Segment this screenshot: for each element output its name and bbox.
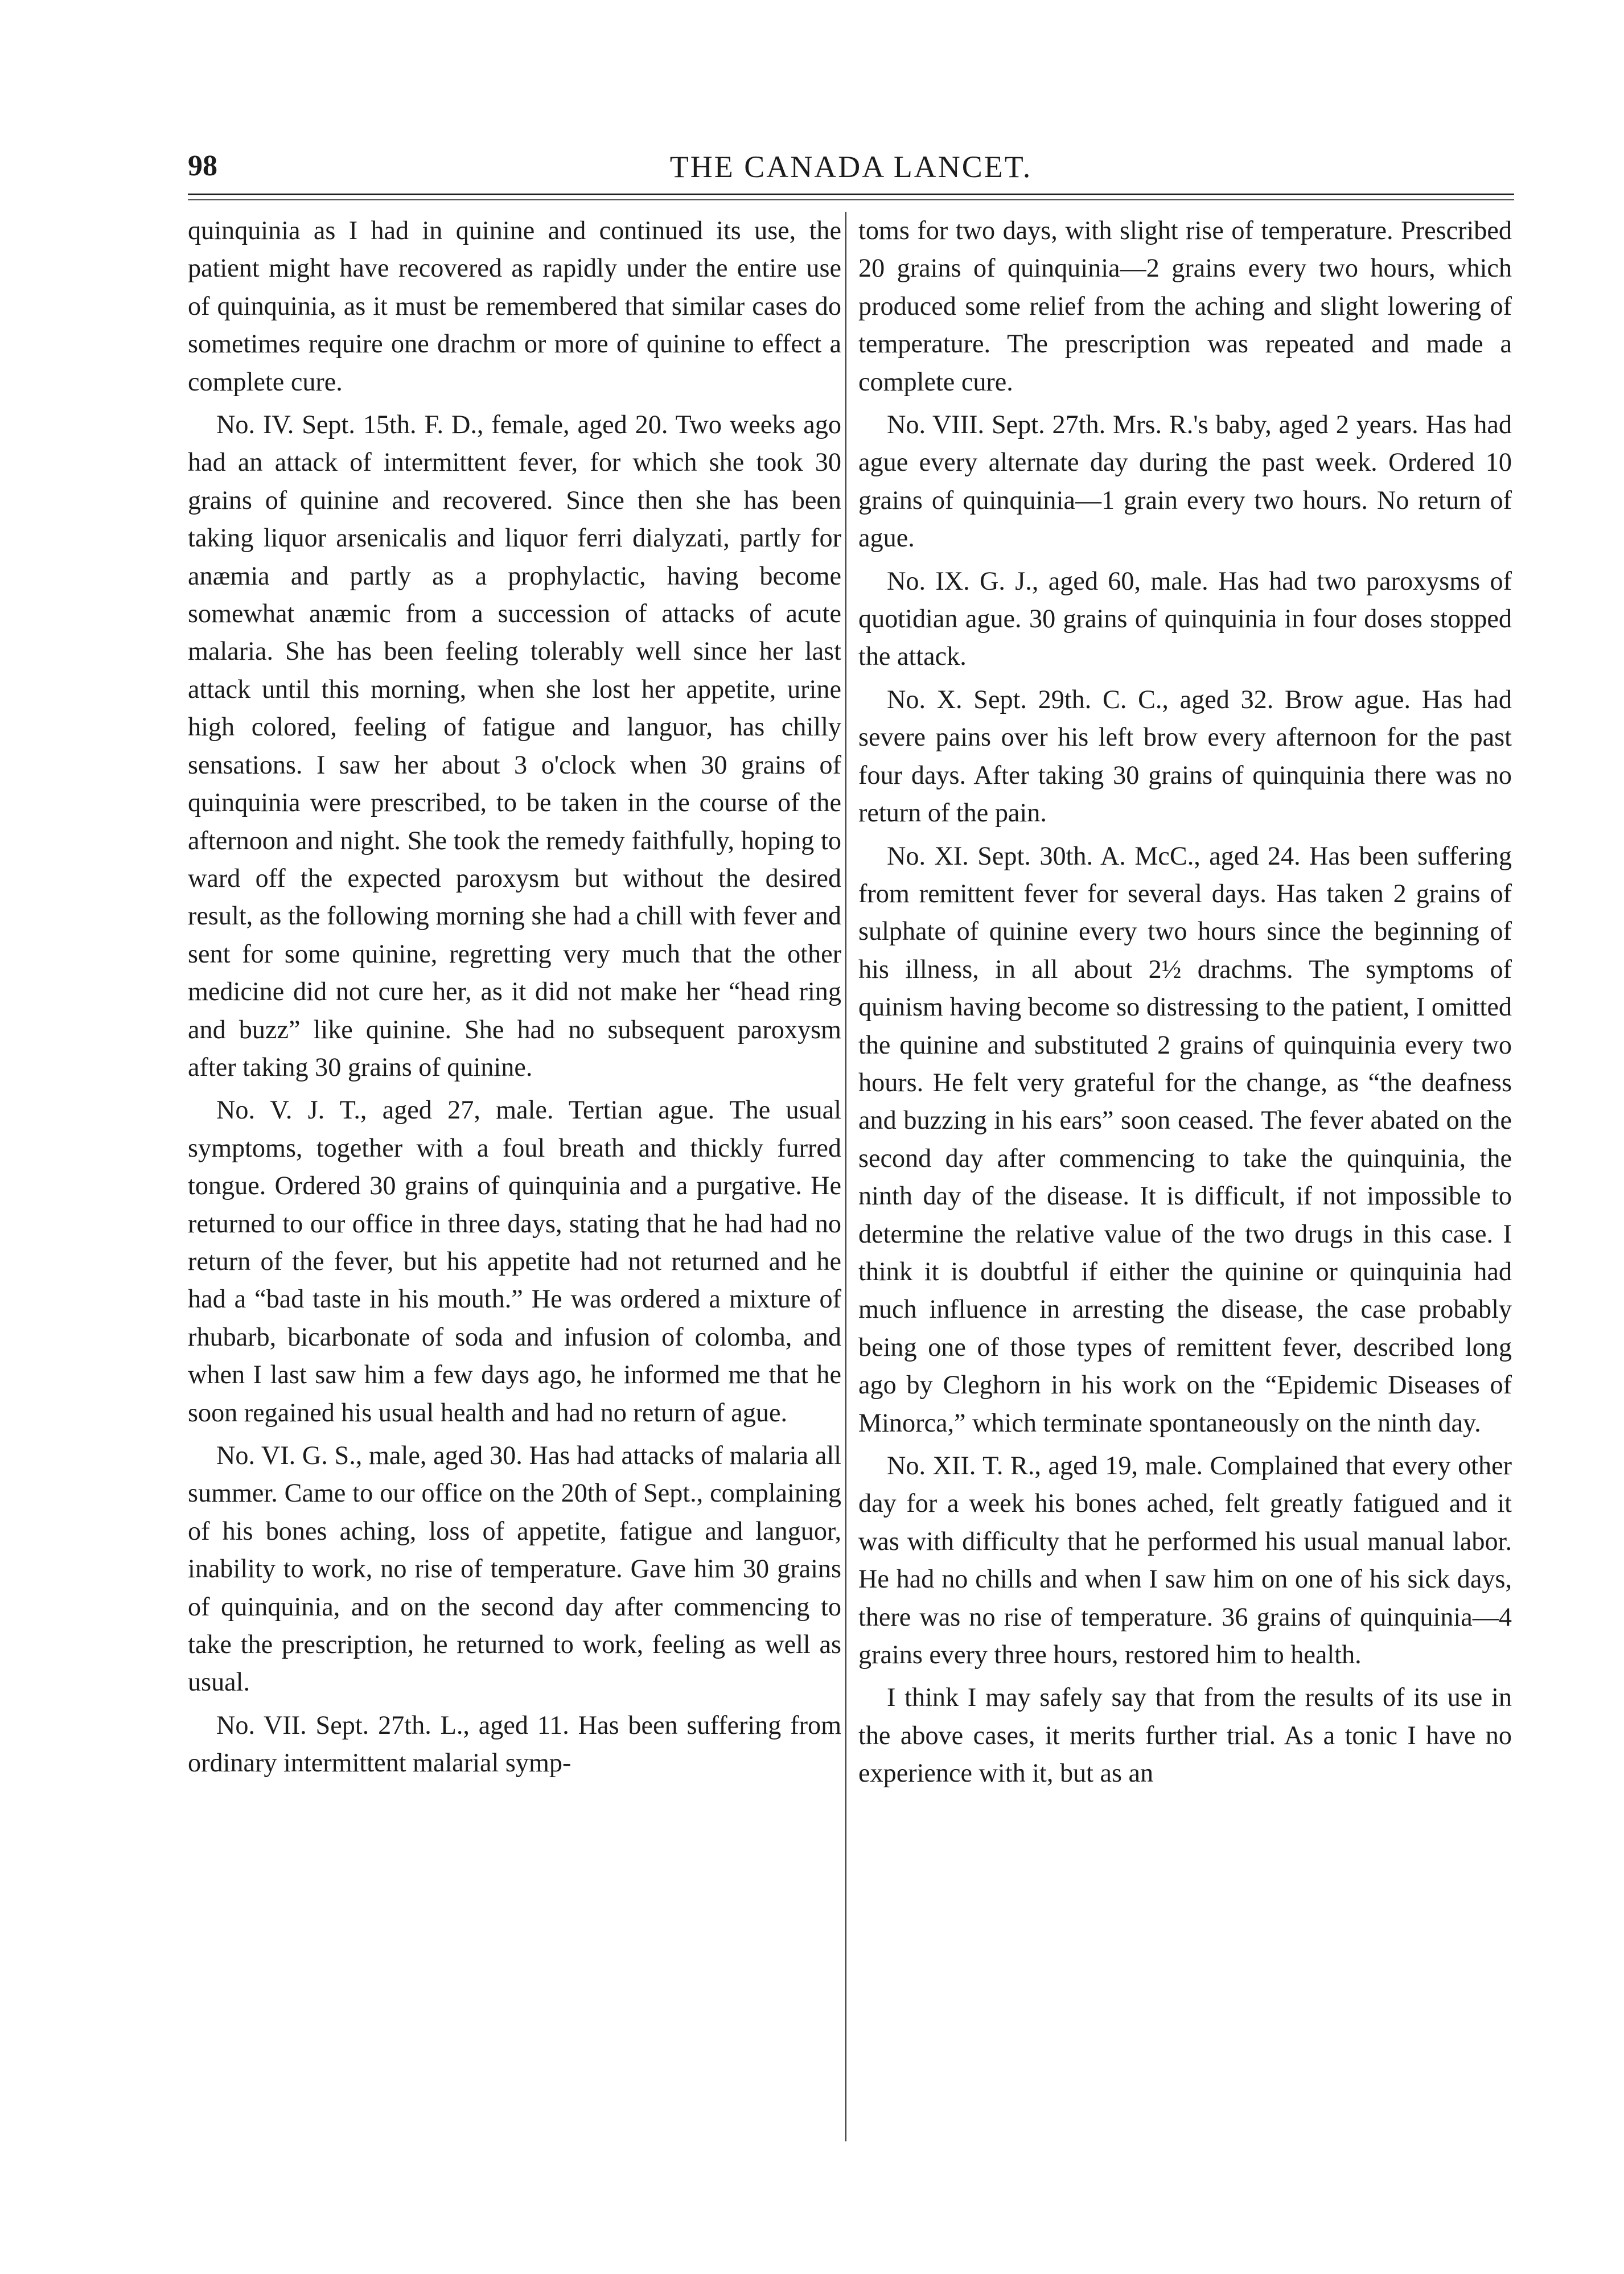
case-iv-paragraph: No. IV. Sept. 15th. F. D., female, aged 20. Two weeks ago had an attack of intermittent fever, for which she took 30 grains of quinine and recovered. Since then she has been taking liquor arsenicalis and liquor ferri dialyzati, partly for anæmia and partly as a prophylactic, having become somewhat anæmic from a succession of attacks of acute malaria. She has been feeling tolerably well since her last attack until this morning, when she lost her appetite, urine high colored, feeling of fatigue and languor, has chilly sensations. I saw her about 3 o'clock when 30 grains of quinquinia were prescribed, to be taken in the course of the afternoon and night. She took the remedy faithfully, hoping to ward off the expected paroxysm but without the desired result, as the following morning she had a chill with fever and sent for some quinine, regretting very much that the other medicine did not cure her, as it did not make her “head ring and buzz” like quinine. She had no subsequent paroxysm after taking 30 grains of quinine. [188,410,841,1082]
header-rule [188,194,1514,195]
conclusion-paragraph: I think I may safely say that from the results of its use in the above cases, it merits further trial. As a tonic I have no experience with it, but as an [858,1683,1512,1788]
case-vii-continuation: toms for two days, with slight rise of temperature. Prescribed 20 grains of quinquinia—2 grains every two hours, which produced some relief from the aching and slight lowering of temperature. The prescription was repeated and made a complete cure. [858,216,1512,396]
case-viii-paragraph: No. VIII. Sept. 27th. Mrs. R.'s baby, aged 2 years. Has had ague every alternate day during the past week. Ordered 10 grains of quinquinia—1 grain every two hours. No return of ague. [858,410,1512,553]
left-column [188,212,841,1787]
header-rule-secondary [188,199,1514,200]
case-x-paragraph: No. X. Sept. 29th. C. C., aged 32. Brow ague. Has had severe pains over his left brow every afternoon for the past four days. After taking 30 grains of quinquinia there was no return of the pain. [858,684,1512,828]
right-column [858,212,1512,1798]
running-title: THE CANADA LANCET. [669,150,1033,184]
case-ix-paragraph: No. IX. G. J., aged 60, male. Has had two paroxysms of quotidian ague. 30 grains of quinquinia in four doses stopped the attack. [858,566,1512,671]
case-xi-paragraph: No. XI. Sept. 30th. A. McC., aged 24. Has been suffering from remittent fever for several days. Has taken 2 grains of sulphate of quinine every two hours since the beginning of his illness, in all about 2½ drachms. The symptoms of quinism having become so distressing to the patient, I omitted the quinine and substituted 2 grains of quinquinia every two hours. He felt very grateful for the change, as “the deafness and buzzing in his ears” soon ceased. The fever abated on the second day after commencing to take the quinquinia, the ninth day of the disease. It is difficult, if not impossible to determine the relative value of the two drugs in this case. I think it is doubtful if either the quinine or quinquinia had much influence in arresting the disease, the case probably being one of those types of remittent fever, described long ago by Cleghorn in his work on the “Epidemic Diseases of Minorca,” which terminate spontaneously on the ninth day. [858,841,1512,1437]
case-vii-paragraph: No. VII. Sept. 27th. L., aged 11. Has been suffering from ordinary intermittent malarial symp- [188,1710,841,1778]
case-vi-paragraph: No. VI. G. S., male, aged 30. Has had attacks of malaria all summer. Came to our office on the 20th of Sept., complaining of his bones aching, loss of appetite, fatigue and languor, inability to work, no rise of temperature. Gave him 30 grains of quinquinia, and on the second day after commencing to take the prescription, he returned to work, feeling as well as usual. [188,1441,841,1697]
page-number: 98 [188,150,217,182]
page-header [188,149,1514,200]
column-divider [845,212,846,2141]
paragraph-continuation: quinquinia as I had in quinine and continued its use, the patient might have recovered as rapidly under the entire use of quinquinia, as it must be remembered that similar cases do sometimes require one drachm or more of quinine to effect a complete cure. [188,216,841,396]
case-v-paragraph: No. V. J. T., aged 27, male. Tertian ague. The usual symptoms, together with a foul breath and thickly furred tongue. Ordered 30 grains of quinquinia and a purgative. He returned to our office in three days, stating that he had had no return of the fever, but his appetite had not returned and he had a “bad taste in his mouth.” He was ordered a mixture of rhubarb, bicarbonate of soda and infusion of colomba, and when I last saw him a few days ago, he informed me that he soon regained his usual health and had no return of ague. [188,1095,841,1427]
case-xii-paragraph: No. XII. T. R., aged 19, male. Complained that every other day for a week his bones ached, felt greatly fatigued and it was with difficulty that he performed his usual manual labor. He had no chills and when I saw him on one of his sick days, there was no rise of temperature. 36 grains of quinquinia—4 grains every three hours, restored him to health. [858,1451,1512,1669]
